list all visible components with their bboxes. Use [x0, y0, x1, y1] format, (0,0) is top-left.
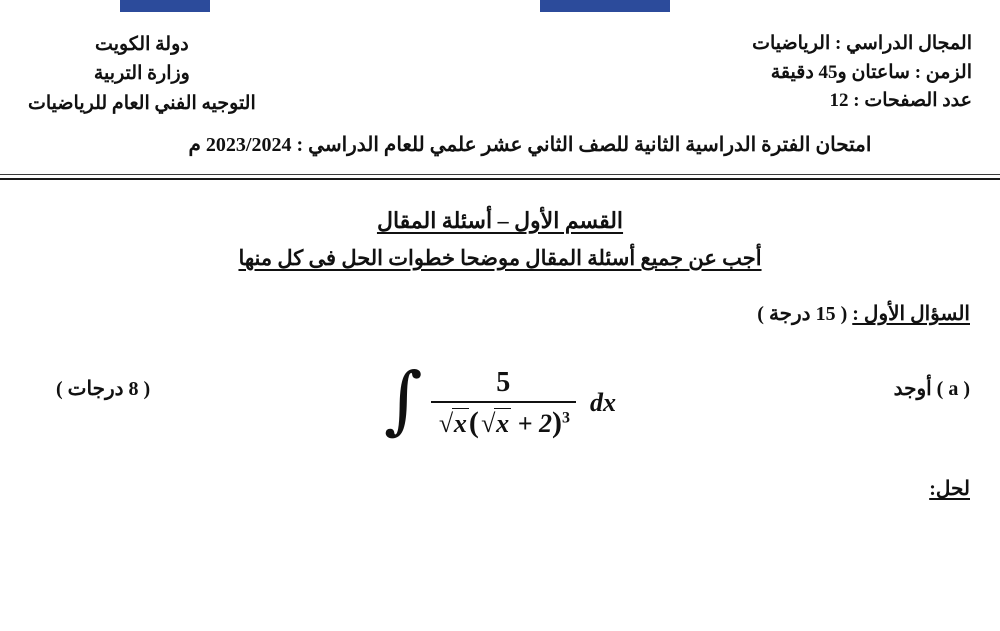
scan-bar-white-left — [0, 0, 120, 12]
sqrt-outer — [437, 408, 469, 439]
fraction-denominator — [431, 403, 576, 440]
inner-plus-operator: + — [517, 408, 533, 438]
section-instruction: أجب عن جميع أسئلة المقال موضحا خطوات الحل فى كل منها — [238, 246, 762, 270]
integral-sign-icon: ∫ — [384, 357, 423, 444]
exponent: 3 — [561, 408, 570, 426]
document-body — [0, 180, 1000, 631]
radical-sign-icon: √ — [438, 408, 453, 438]
paren-open: ( — [468, 405, 479, 439]
question-marks: ( 15 درجة ) — [757, 303, 848, 325]
subject-line-field: المجال الدراسي : الرياضيات — [752, 33, 972, 54]
section-title: القسم الأول – أسئلة المقال — [376, 208, 624, 233]
answer-space — [28, 501, 972, 631]
question-label: السؤال الأول : — [852, 303, 970, 325]
header-rule-thin — [0, 174, 1000, 175]
scan-bar-white-middle — [210, 0, 540, 12]
sqrt-inner — [479, 408, 511, 439]
subject-line-pages: عدد الصفحات : 12 — [829, 90, 972, 111]
paren-close: ) — [551, 405, 562, 439]
radical-sign-icon-inner: √ — [480, 408, 496, 438]
subject-line-time: الزمن : ساعتان و45 دقيقة — [770, 61, 972, 83]
scan-edge-artifacts — [0, 0, 1000, 12]
scan-bar-blue-right — [540, 0, 670, 12]
ministry-line-ministry: وزارة التربية — [93, 63, 190, 85]
sqrt-inner-radicand: x — [496, 408, 510, 438]
document-header — [0, 12, 1000, 180]
part-label: ( a ) أوجد — [893, 378, 970, 400]
question-heading — [28, 301, 972, 326]
part-marks: ( 8 درجات ) — [56, 378, 151, 400]
fraction — [431, 367, 576, 440]
solution-label: لحل: — [929, 478, 970, 500]
ministry-line-country: دولة الكويت — [95, 34, 189, 55]
inner-constant: 2 — [538, 408, 552, 438]
scan-bar-white-right — [670, 0, 1000, 12]
sqrt-outer-radicand: x — [453, 408, 467, 438]
ministry-block — [28, 30, 256, 118]
exam-title-line: امتحان الفترة الدراسية الثانية للصف الثاني عشر علمي للعام الدراسي : 2023/2024 م — [188, 134, 872, 157]
differential: dx — [589, 388, 616, 417]
ministry-line-department: التوجيه الفني العام للرياضيات — [28, 92, 256, 114]
math-expression — [28, 348, 972, 458]
subject-info-block — [752, 30, 972, 116]
question-part-a — [28, 348, 972, 458]
fraction-numerator: 5 — [496, 366, 511, 398]
exam-page — [0, 12, 1000, 630]
scan-bar-blue-left — [120, 0, 210, 12]
